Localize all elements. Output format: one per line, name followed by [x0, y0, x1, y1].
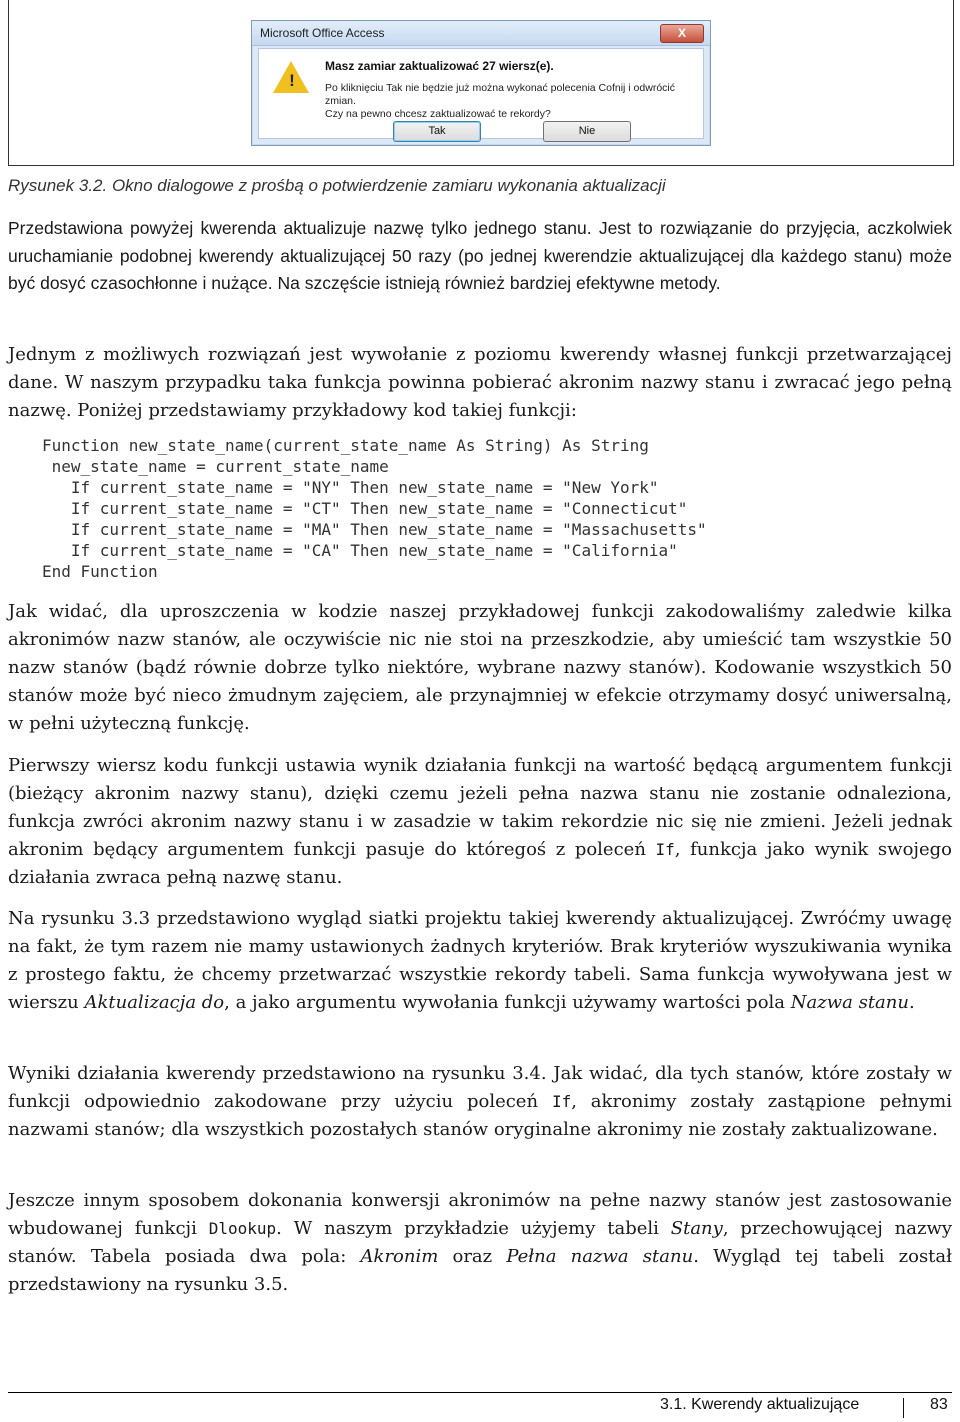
text: . W naszym przykładzie użyjemy tabeli	[276, 1218, 671, 1239]
page-number: 83	[930, 1396, 948, 1413]
dialog-body	[258, 48, 704, 139]
text: , akronimy zostały zastąpione pełnymi nazwami stanów; dla wszystkich pozostałych stanów oryginalne akronimy nie zostały zaktualizowane.	[8, 1091, 953, 1140]
paragraph: Jak widać, dla uproszczenia w kodzie naszej przykładowej funkcji zakodowaliśmy zaledwie kilka akronimów nazw stanów, ale oczywiście nic nie stoi na przeszkodzie, aby umieścić tam wszystkie 50 nazw stanów (bądź równie dobrze tylko niektóre, wybrane nazwy stanów). Kodowanie wszystkich 50 stanów może być nieco żmudnym zajęciem, ale przynajmniej w efekcie otrzymamy dosyć uniwersalną, w pełni użyteczną funkcję.	[8, 601, 952, 734]
text: Na rysunku 3.3 przedstawiono wygląd siatki projektu takiej kwerendy aktualizującej. Zwróćmy uwagę na fakt, że tym razem nie mamy ustawionych żadnych kryteriów. Brak kryteriów wyszukiwania wynika z prostego faktu, że chcemy przetwarzać wszystkie rekordy tabeli. Sama funkcja wywoływana jest w wierszu	[8, 908, 952, 1013]
inline-code: Dlookup	[208, 1219, 277, 1238]
text: , przechowującej nazwy stanów. Tabela posiada dwa pola:	[8, 1218, 953, 1267]
emphasis: Stany	[670, 1218, 723, 1239]
text: , a jako argumentu wywołania funkcji używamy wartości pola	[224, 992, 791, 1013]
inline-code: If	[655, 840, 675, 859]
emphasis: Aktualizacja do	[84, 992, 225, 1013]
no-button[interactable]: Nie	[543, 121, 631, 142]
close-icon[interactable]: X	[660, 24, 704, 43]
figure-caption: Rysunek 3.2. Okno dialogowe z prośbą o potwierdzenie zamiaru wykonania aktualizacji	[8, 176, 666, 195]
dialog-titlebar	[252, 21, 710, 46]
dialog-heading: Masz zamiar zaktualizować 27 wiersz(e).	[325, 59, 554, 73]
text: Jeszcze innym sposobem dokonania konwersji akronimów na pełne nazwy stanów jest zastosowanie wbudowanej funkcji	[8, 1190, 952, 1239]
text: oraz	[438, 1246, 507, 1267]
warning-exclamation-icon: !	[289, 71, 295, 90]
text: .	[908, 992, 915, 1013]
confirm-dialog	[251, 20, 711, 146]
footer-separator	[903, 1398, 904, 1418]
code-block: Function new_state_name(current_state_name As String) As String new_state_name = current_state_name If current_state_name = "NY" Then new_state_name = "New York" If current_state_name = "CT" Then new_state_name = "Connecticut" If current_state_name = "MA" Then new_state_name = "Massachusetts" If current_state_name = "CA" Then new_state_name = "California" End Function	[42, 436, 707, 581]
dialog-title: Microsoft Office Access	[260, 26, 385, 40]
yes-button[interactable]: Tak	[393, 121, 481, 142]
text: , funkcja jako wynik swojego działania zwraca pełną nazwę stanu.	[8, 839, 952, 888]
figure-frame	[8, 0, 954, 166]
footer-section-title: 3.1. Kwerendy aktualizujące	[660, 1396, 860, 1413]
paragraph	[8, 905, 952, 1017]
paragraph	[8, 1060, 952, 1144]
emphasis: Akronim	[360, 1246, 439, 1267]
dialog-message-line: Czy na pewno chcesz zaktualizować te rekordy?	[325, 108, 551, 120]
paragraph: Przedstawiona powyżej kwerenda aktualizuje nazwę tylko jednego stanu. Jest to rozwiązanie do przyjęcia, aczkolwiek uruchamianie podobnej kwerendy aktualizującej 50 razy (po jednej kwerendzie aktualizującej dla każdego stanu) może być dosyć czasochłonne i nużące. Na szczęście istnieją również bardziej efektywne metody.	[8, 218, 952, 293]
inline-code: If	[551, 1092, 572, 1111]
text: . Wygląd tej tabeli został przedstawiony na rysunku 3.5.	[8, 1246, 952, 1295]
paragraph	[8, 752, 952, 892]
dialog-message-line: Po kliknięciu Tak nie będzie już można wykonać polecenia Cofnij i odwrócić zmian.	[325, 82, 675, 107]
dialog-message	[325, 82, 703, 121]
text: Pierwszy wiersz kodu funkcji ustawia wynik działania funkcji na wartość będącą argumentem funkcji (bieżący akronim nazwy stanu), dzięki czemu jeżeli pełna nazwa stanu nie zostanie odnaleziona, funkcja zwróci akronim nazwy stanu i w zasadzie w takim rekordzie nic się nie zmieni. Jeżeli jednak akronim będący argumentem funkcji pasuje do któregoś z poleceń	[8, 755, 952, 860]
paragraph	[8, 1187, 952, 1299]
emphasis: Pełna nazwa stanu	[506, 1246, 694, 1267]
footer-rule	[8, 1392, 952, 1393]
emphasis: Nazwa stanu	[790, 992, 909, 1013]
text: Wyniki działania kwerendy przedstawiono na rysunku 3.4. Jak widać, dla tych stanów, które zostały w funkcji odpowiednio zakodowane przy użyciu poleceń	[8, 1063, 952, 1112]
paragraph: Jednym z możliwych rozwiązań jest wywołanie z poziomu kwerendy własnej funkcji przetwarzającej dane. W naszym przypadku taka funkcja powinna pobierać akronim nazwy stanu i zwracać jego pełną nazwę. Poniżej przedstawiamy przykładowy kod takiej funkcji:	[8, 344, 952, 421]
